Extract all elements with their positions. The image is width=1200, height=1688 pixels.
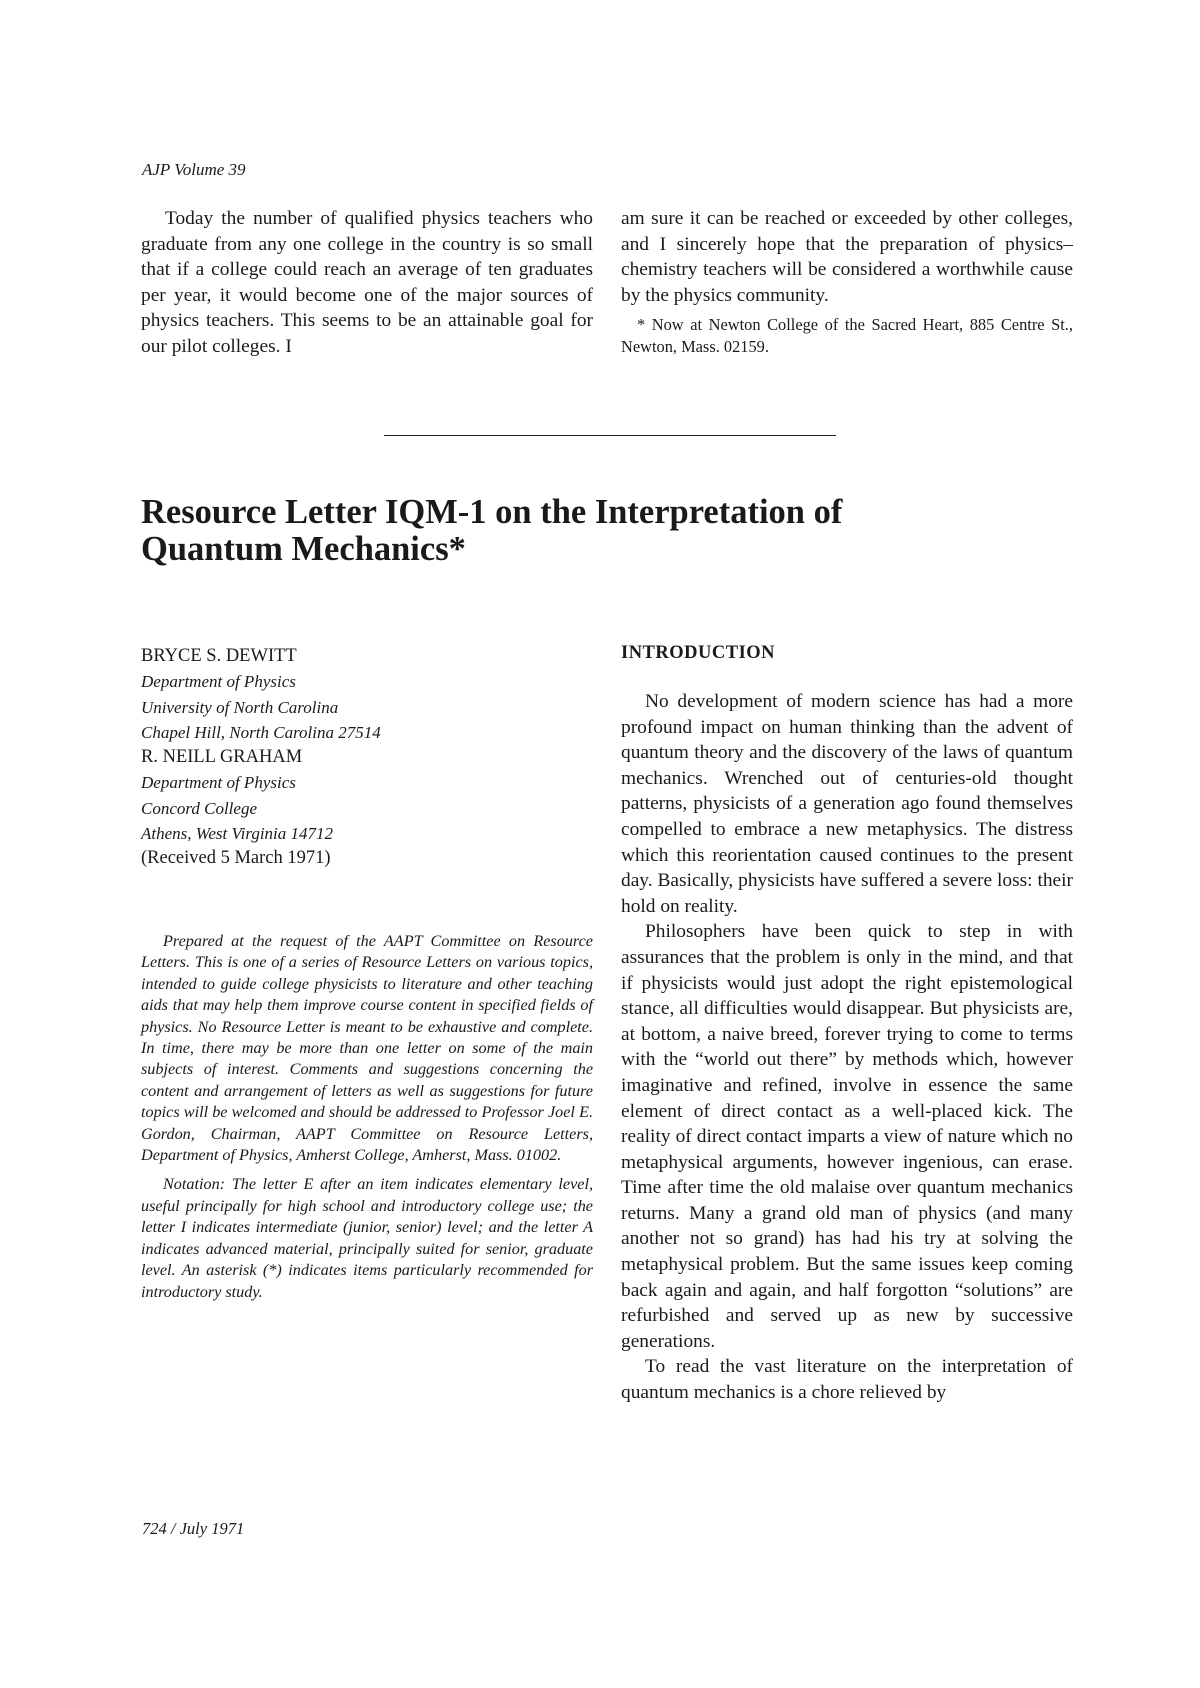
article-title	[141, 494, 1041, 568]
section-divider	[384, 435, 836, 436]
introduction-section	[621, 643, 1073, 1406]
author-department: Department of Physics	[141, 773, 296, 793]
top-left-column	[141, 206, 593, 360]
top-right-column	[621, 206, 1073, 358]
article-title-line2: Quantum Mechanics*	[141, 530, 466, 568]
continued-paragraph-left: Today the number of qualified physics teachers who graduate from any one college in the country is so small that if a college could reach an average of ten graduates per year, it would become one of the major sources of physics teachers. This seems to be an attainable goal for our pilot colleges. I	[141, 208, 593, 357]
author-name: BRYCE S. DEWITT	[141, 646, 297, 666]
introduction-heading: INTRODUCTION	[621, 643, 776, 663]
received-date: (Received 5 March 1971)	[141, 848, 331, 869]
author-address: Athens, West Virginia 14712	[141, 824, 334, 844]
introduction-paragraph: No development of modern science has had a more profound impact on human thinking than the advent of quantum theory and the discovery of the laws of quantum mechanics. Wrenched out of centuries-old thought patterns, physicists of a generation ago found themselves compelled to embrace a new metaphysics. The distress which this reorientation caused continues to the present day. Basically, physicists have suffered a severe loss: their hold on reality.	[621, 691, 1073, 917]
notation-paragraph: Notation: The letter E after an item indicates elementary level, useful principally for high school and introductory college use; the letter I indicates intermediate (junior, senior) level; and the letter A indicates advanced material, principally suited for senior, graduate level. An asterisk (*) indicates items particularly recommended for introductory study.	[141, 1175, 593, 1301]
abstract-paragraph: Prepared at the request of the AAPT Committee on Resource Letters. This is one of a series of Resource Letters on various topics, intended to guide college physicists to literature and other teaching aids that may help them improve course content in specified fields of physics. No Resource Letter is meant to be exhaustive and complete. In time, there may be more than one letter on some of the main subjects of interest. Comments and suggestions concerning the content and arrangement of letters as well as suggestions for future topics will be welcomed and should be addressed to Professor Joel E. Gordon, Chairman, AAPT Committee on Resource Letters, Department of Physics, Amherst College, Amherst, Mass. 01002.	[141, 932, 593, 1165]
author-department: Department of Physics	[141, 672, 296, 692]
introduction-paragraph: Philosophers have been quick to step in with assurances that the problem is only in the mind, and that if physicists would just adopt the right epistemological stance, all difficulties would disappear. But physicists are, at bottom, a naive breed, forever trying to come to terms with the “world out there” by methods which, however imaginative and refined, involve in essence the same element of direct contact as a well-placed kick. The reality of direct contact imparts a view of nature which no metaphysical arguments, however ingenious, can erase. Time after time the old malaise over quantum mechanics returns. Many a grand old man of physics (and many another not so grand) has had his try at solving the metaphysical problem. But the same issues keep coming back again and again, and half forgotton “solutions” are refurbished and served up as new by successive generations.	[621, 921, 1073, 1352]
author-block	[141, 644, 593, 872]
author-name: R. NEILL GRAHAM	[141, 747, 303, 768]
author-address: Chapel Hill, North Carolina 27514	[141, 722, 381, 742]
introduction-paragraph: To read the vast literature on the interpretation of quantum mechanics is a chore relieved by	[621, 1356, 1073, 1404]
running-head: AJP Volume 39	[142, 160, 246, 179]
author-institution: Concord College	[141, 798, 257, 818]
footnote: * Now at Newton College of the Sacred Heart, 885 Centre St., Newton, Mass. 02159.	[621, 315, 1073, 357]
author-institution: University of North Carolina	[141, 697, 339, 717]
page-folio: 724 / July 1971	[142, 1519, 245, 1538]
abstract	[141, 931, 593, 1311]
continued-paragraph-right: am sure it can be reached or exceeded by other colleges, and I sincerely hope that the preparation of physics–chemistry teachers will be considered a worthwhile cause by the physics community.	[621, 208, 1073, 306]
article-title-line1: Resource Letter IQM-1 on the Interpretation of	[141, 493, 843, 531]
